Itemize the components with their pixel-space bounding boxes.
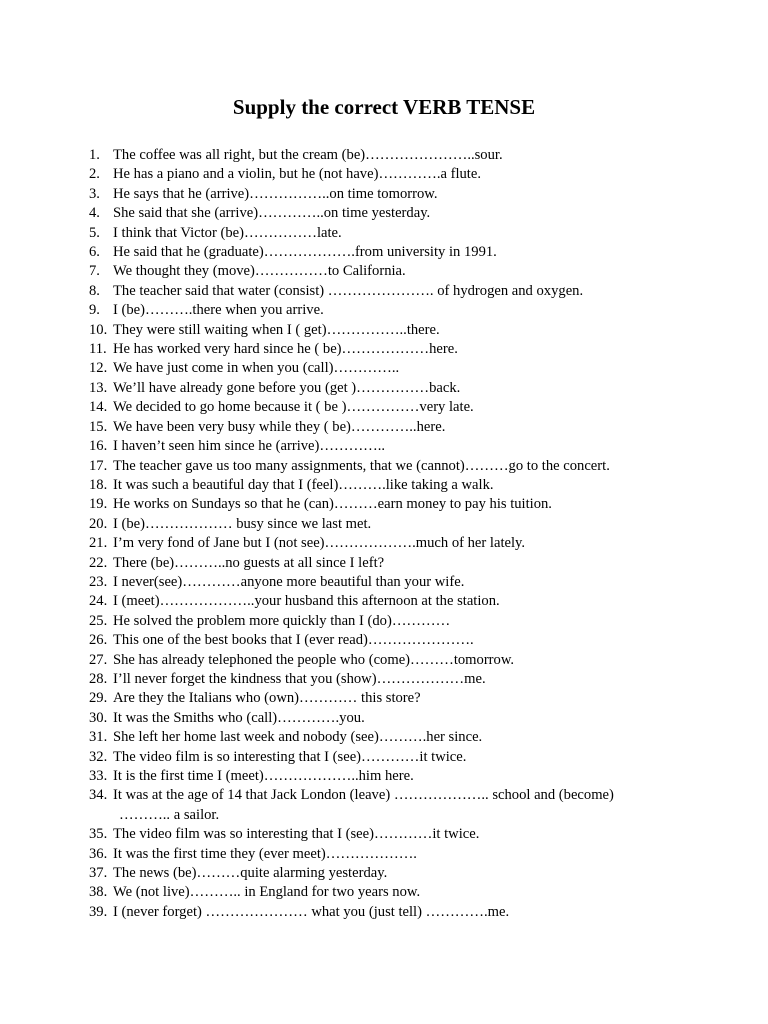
exercise-sentence-text: We thought they (move)……………to California. — [113, 263, 406, 280]
exercise-sentence — [113, 243, 497, 262]
exercise-item — [89, 670, 689, 689]
exercise-sentence — [113, 165, 481, 184]
exercise-item — [89, 534, 689, 553]
exercise-sentence — [113, 864, 387, 883]
exercise-item — [89, 515, 689, 534]
exercise-sentence — [113, 786, 614, 825]
exercise-number: 28. — [89, 670, 108, 687]
exercise-number: 26. — [89, 632, 108, 649]
exercise-sentence — [113, 146, 503, 165]
exercise-sentence — [113, 282, 583, 301]
exercise-item — [89, 282, 689, 301]
exercise-item — [89, 592, 689, 611]
exercise-sentence — [113, 767, 414, 786]
exercise-sentence-text: She left her home last week and nobody (see)……….her since. — [113, 729, 483, 746]
exercise-number: 6. — [89, 244, 100, 261]
exercise-number: 38. — [89, 884, 108, 901]
exercise-item — [89, 786, 689, 825]
exercise-item — [89, 418, 689, 437]
exercise-sentence — [113, 321, 440, 340]
exercise-sentence-text: This one of the best books that I (ever read)…………………. — [113, 632, 474, 649]
worksheet-title: Supply the correct VERB TENSE — [232, 95, 536, 119]
exercise-number: 22. — [89, 554, 108, 571]
exercise-number: 16. — [89, 438, 108, 455]
exercise-number: 34. — [89, 787, 108, 804]
exercise-number: 21. — [89, 535, 108, 552]
exercise-sentence-text: It was the first time they (ever meet)………………. — [113, 845, 417, 862]
exercise-sentence-text: I’m very fond of Jane but I (not see)……………….much of her lately. — [113, 535, 526, 552]
exercise-number: 4. — [89, 205, 100, 222]
exercise-item — [89, 476, 689, 495]
exercise-sentence — [113, 651, 514, 670]
exercise-sentence — [113, 728, 482, 747]
exercise-sentence-text: She has already telephoned the people who (come)………tomorrow. — [113, 651, 515, 668]
exercise-item — [89, 321, 689, 340]
exercise-item — [89, 631, 689, 650]
exercise-sentence-text: We’ll have already gone before you (get )……………back. — [113, 379, 461, 396]
exercise-sentence-text: He solved the problem more quickly than I (do)………… — [113, 612, 451, 629]
exercise-number: 31. — [89, 729, 108, 746]
exercise-number: 17. — [89, 457, 108, 474]
exercise-sentence-text: The teacher said that water (consist) …………………. of hydrogen and oxygen. — [113, 282, 584, 299]
exercise-number: 30. — [89, 709, 108, 726]
exercise-number: 14. — [89, 399, 108, 416]
exercise-item — [89, 689, 689, 708]
exercise-number: 15. — [89, 418, 108, 435]
exercise-sentence-text: Are they the Italians who (own)………… this store? — [113, 690, 421, 707]
exercise-sentence-text: We decided to go home because it ( be )……………very late. — [113, 399, 474, 416]
exercise-sentence-text: They were still waiting when I ( get)……………..there. — [113, 321, 440, 338]
exercise-item — [89, 359, 689, 378]
exercise-item — [89, 243, 689, 262]
exercise-item — [89, 903, 689, 922]
exercise-number: 35. — [89, 826, 108, 843]
exercise-number: 3. — [89, 185, 100, 202]
exercise-sentence — [113, 437, 385, 456]
exercise-sentence — [113, 573, 464, 592]
exercise-sentence-text: We have just come in when you (call)………….. — [113, 360, 400, 377]
exercise-sentence-text: I (be)……………… busy since we last met. — [113, 515, 372, 532]
exercise-item — [89, 262, 689, 281]
exercise-sentence — [113, 515, 371, 534]
exercise-number: 13. — [89, 379, 108, 396]
exercise-number: 25. — [89, 612, 108, 629]
exercise-item — [89, 340, 689, 359]
exercise-sentence-text: It was at the age of 14 that Jack London (leave) ……………….. school and (become) — [113, 787, 614, 804]
exercise-sentence — [113, 709, 365, 728]
exercise-sentence — [113, 670, 486, 689]
exercise-sentence-text: We (not live)……….. in England for two years now. — [113, 884, 421, 901]
exercise-list — [89, 146, 689, 922]
exercise-number: 24. — [89, 593, 108, 610]
exercise-number: 2. — [89, 166, 100, 183]
exercise-number: 32. — [89, 748, 108, 765]
exercise-sentence — [113, 631, 474, 650]
exercise-item — [89, 612, 689, 631]
exercise-sentence-text: The video film is so interesting that I (see)…………it twice. — [113, 748, 467, 765]
exercise-sentence-text: The video film was so interesting that I (see)…………it twice. — [113, 826, 480, 843]
exercise-sentence — [113, 262, 406, 281]
exercise-number: 39. — [89, 903, 108, 920]
exercise-number: 11. — [89, 341, 107, 358]
exercise-number: 29. — [89, 690, 108, 707]
exercise-item — [89, 573, 689, 592]
exercise-item — [89, 437, 689, 456]
exercise-item — [89, 748, 689, 767]
exercise-sentence-text: I (be)……….there when you arrive. — [113, 302, 324, 319]
exercise-sentence — [113, 418, 445, 437]
exercise-item — [89, 224, 689, 243]
exercise-sentence — [113, 534, 525, 553]
exercise-sentence — [113, 592, 500, 611]
exercise-sentence — [113, 554, 384, 573]
exercise-sentence — [113, 301, 324, 320]
exercise-sentence-text: He has worked very hard since he ( be)………………here. — [113, 341, 458, 358]
exercise-number: 5. — [89, 224, 100, 241]
exercise-item — [89, 301, 689, 320]
exercise-sentence — [113, 224, 342, 243]
exercise-number: 23. — [89, 573, 108, 590]
exercise-sentence-text: It is the first time I (meet)………………..him here. — [113, 768, 414, 784]
exercise-item — [89, 457, 689, 476]
exercise-item — [89, 728, 689, 747]
exercise-sentence-text: The teacher gave us too many assignments, that we (cannot)………go to the concert. — [113, 457, 610, 474]
exercise-sentence-text: He works on Sundays so that he (can)………earn money to pay his tuition. — [113, 496, 552, 513]
exercise-sentence-continuation: ……….. a sailor. — [119, 806, 220, 823]
exercise-number: 19. — [89, 496, 108, 513]
exercise-item — [89, 146, 689, 165]
exercise-sentence — [113, 612, 450, 631]
exercise-item — [89, 398, 689, 417]
exercise-sentence-text: The coffee was all right, but the cream (be)…………………..sour. — [113, 147, 503, 163]
exercise-number: 36. — [89, 845, 108, 862]
exercise-sentence-text: I’ll never forget the kindness that you (show)………………me. — [113, 670, 486, 687]
exercise-number: 8. — [89, 282, 100, 299]
exercise-sentence-text: He has a piano and a violin, but he (not have)………….a flute. — [113, 166, 481, 183]
exercise-number: 10. — [89, 321, 108, 338]
exercise-sentence-text: He says that he (arrive)……………..on time tomorrow. — [113, 185, 438, 202]
exercise-sentence — [113, 379, 460, 398]
exercise-sentence-text: I (meet)………………..your husband this afternoon at the station. — [113, 593, 500, 610]
exercise-item — [89, 651, 689, 670]
exercise-number: 9. — [89, 302, 100, 319]
exercise-sentence — [113, 185, 438, 204]
exercise-item — [89, 185, 689, 204]
exercise-sentence — [113, 398, 474, 417]
exercise-number: 37. — [89, 865, 108, 882]
exercise-sentence — [113, 359, 399, 378]
exercise-item — [89, 825, 689, 844]
exercise-sentence — [113, 476, 494, 495]
exercise-item — [89, 709, 689, 728]
exercise-number: 33. — [89, 768, 108, 784]
exercise-sentence — [113, 340, 458, 359]
exercise-sentence-text: It was such a beautiful day that I (feel)……….like taking a walk. — [113, 476, 494, 493]
exercise-sentence — [113, 883, 420, 902]
exercise-number: 12. — [89, 360, 108, 377]
exercise-number: 20. — [89, 515, 108, 532]
exercise-item — [89, 845, 689, 864]
exercise-sentence-text: There (be)………..no guests at all since I left? — [113, 554, 385, 571]
exercise-sentence-text: It was the Smiths who (call)………….you. — [113, 709, 365, 726]
exercise-item — [89, 204, 689, 223]
exercise-sentence-text: I haven’t seen him since he (arrive)………….. — [113, 438, 386, 455]
exercise-sentence-text: I think that Victor (be)……………late. — [113, 224, 342, 241]
exercise-number: 18. — [89, 476, 108, 493]
exercise-sentence-text: She said that she (arrive)…………..on time yesterday. — [113, 205, 431, 222]
exercise-sentence — [113, 457, 610, 476]
exercise-sentence-text: I (never forget) ………………… what you (just tell) ………….me. — [113, 903, 510, 920]
exercise-number: 27. — [89, 651, 108, 668]
exercise-sentence — [113, 903, 509, 922]
exercise-sentence-text: He said that he (graduate)……………….from university in 1991. — [113, 244, 497, 261]
exercise-sentence-text: The news (be)………quite alarming yesterday. — [113, 865, 388, 882]
exercise-item — [89, 864, 689, 883]
exercise-sentence — [113, 689, 421, 708]
exercise-item — [89, 554, 689, 573]
exercise-item — [89, 379, 689, 398]
exercise-sentence — [113, 495, 552, 514]
exercise-item — [89, 767, 689, 786]
exercise-item — [89, 165, 689, 184]
exercise-sentence — [113, 748, 466, 767]
exercise-sentence-text: We have been very busy while they ( be)…………..here. — [113, 418, 446, 435]
exercise-sentence — [113, 825, 479, 844]
exercise-sentence — [113, 204, 430, 223]
exercise-sentence — [113, 845, 417, 864]
exercise-number: 1. — [89, 147, 100, 163]
exercise-item — [89, 495, 689, 514]
exercise-sentence-text: I never(see)…………anyone more beautiful than your wife. — [113, 573, 465, 590]
exercise-number: 7. — [89, 263, 100, 280]
exercise-item — [89, 883, 689, 902]
